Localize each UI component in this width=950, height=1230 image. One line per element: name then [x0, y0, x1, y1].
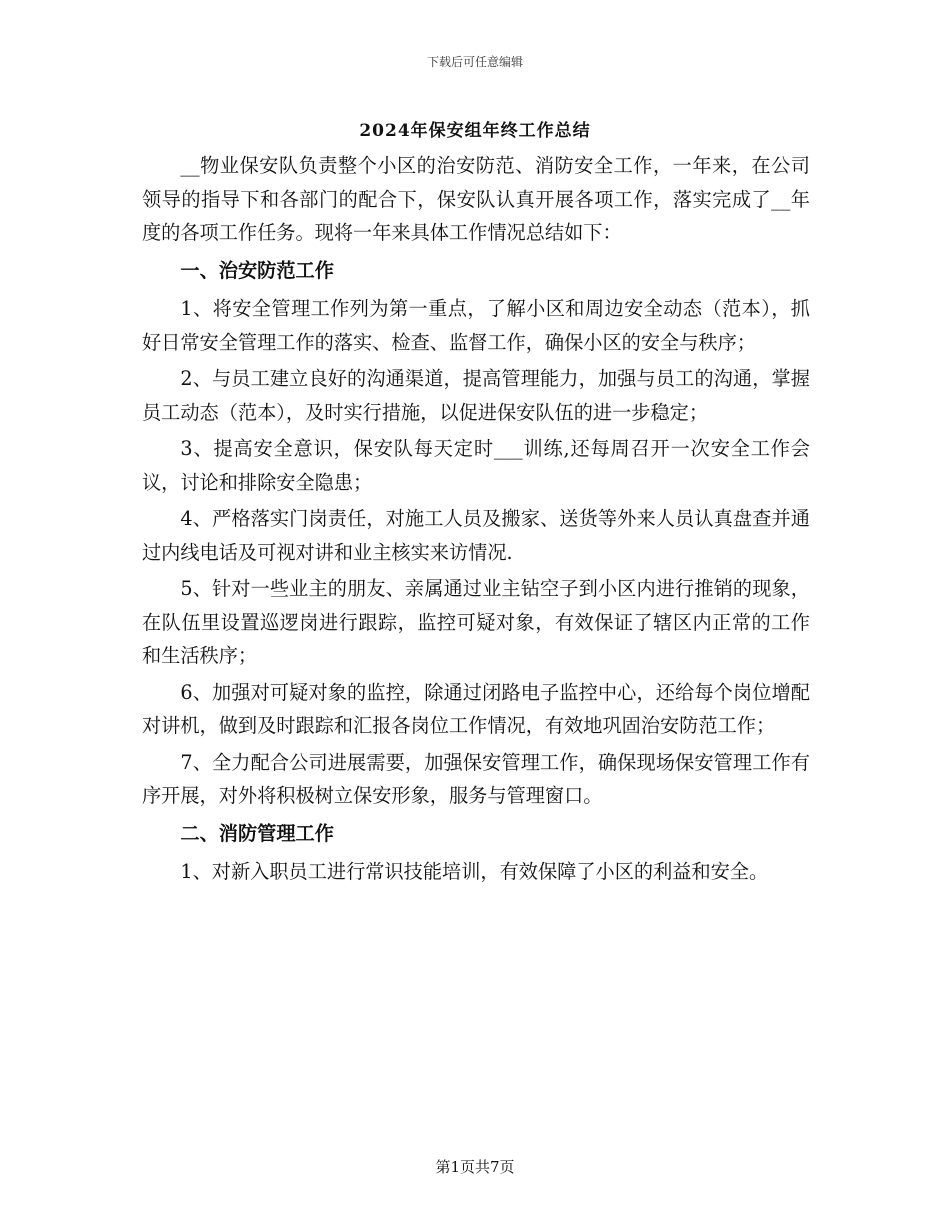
intro-paragraph: __物业保安队负责整个小区的治安防范、消防安全工作，一年来，在公司领导的指导下和各部门的配合下，保安队认真开展各项工作，落实完成了__年度的各项工作任务。现将一年来具体工作情况总结如下： — [142, 154, 810, 244]
section-heading-fire: 二、消防管理工作 — [180, 821, 334, 845]
document-body — [142, 149, 810, 892]
list-item: 4、严格落实门岗责任，对施工人员及搬家、送货等外来人员认真盘查并通过内线电话及可视对讲和业主核实来访情况. — [142, 507, 810, 564]
list-item: 6、加强对可疑对象的监控，除通过闭路电子监控中心，还给每个岗位增配对讲机，做到及时跟踪和汇报各岗位工作情况，有效地巩固治安防范工作； — [142, 680, 810, 737]
list-item: 5、针对一些业主的朋友、亲属通过业主钻空子到小区内进行推销的现象，在队伍里设置巡逻岗进行跟踪，监控可疑对象，有效保证了辖区内正常的工作和生活秩序； — [142, 577, 810, 667]
section-heading-security: 一、治安防范工作 — [180, 258, 334, 282]
list-item: 3、提高安全意识，保安队每天定时___训练,还每周召开一次安全工作会议，讨论和排除安全隐患； — [142, 437, 810, 494]
list-item: 1、对新入职员工进行常识技能培训，有效保障了小区的利益和安全。 — [180, 860, 769, 883]
list-item: 1、将安全管理工作列为第一重点，了解小区和周边安全动态（范本），抓好日常安全管理工作的落实、检查、监督工作，确保小区的安全与秩序； — [142, 297, 810, 354]
document-title: 2024年保安组年终工作总结 — [359, 121, 591, 141]
list-item: 2、与员工建立良好的沟通渠道，提高管理能力，加强与员工的沟通，掌握员工动态（范本），及时实行措施，以促进保安队伍的进一步稳定； — [142, 367, 810, 424]
list-item: 7、全力配合公司进展需要，加强保安管理工作，确保现场保安管理工作有序开展，对外将积极树立保安形象，服务与管理窗口。 — [142, 750, 810, 807]
header-note: 下载后可任意编辑 — [426, 55, 523, 69]
page-number: 第1页共7页 — [435, 1158, 515, 1176]
